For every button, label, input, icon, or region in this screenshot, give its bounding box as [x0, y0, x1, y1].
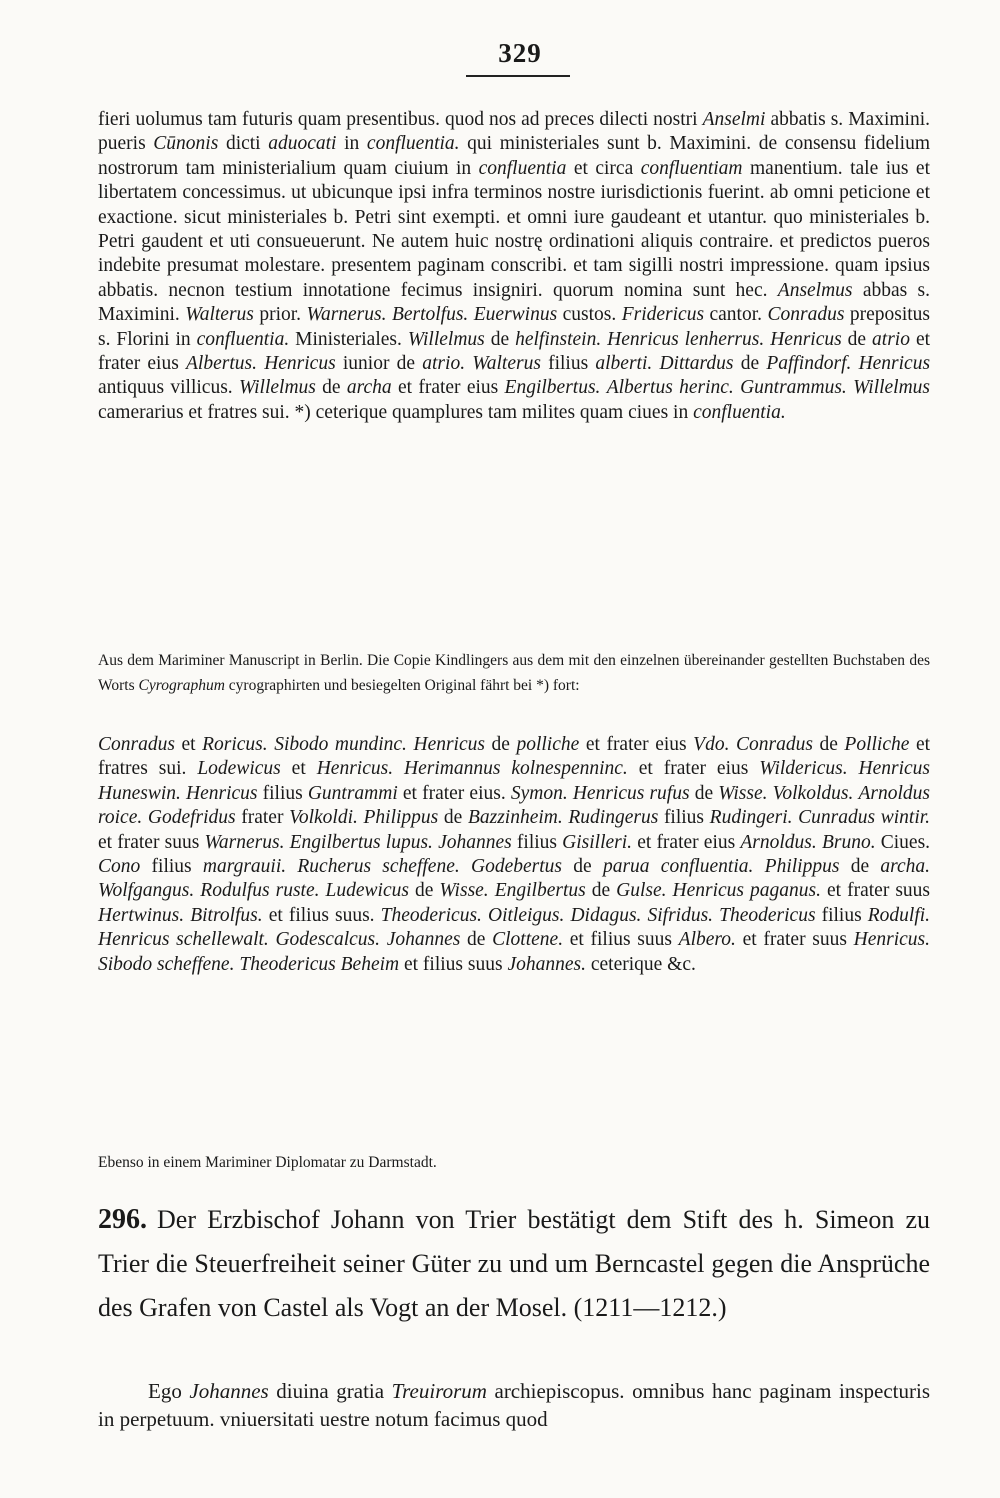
- text-run: de: [733, 353, 767, 375]
- text-run: de: [460, 929, 493, 951]
- italic-name: Henricus lenherrus.: [607, 328, 765, 350]
- italic-name: Anselmus: [777, 279, 853, 301]
- text-run: custos.: [557, 304, 622, 326]
- italic-name: Henricus: [858, 353, 931, 375]
- italic-name: archa: [346, 377, 392, 399]
- text-run: filius: [511, 831, 563, 853]
- italic-name: archa.: [880, 856, 931, 878]
- text-run: Ministeriales.: [289, 328, 408, 350]
- italic-name: confluentia.: [693, 401, 786, 423]
- text-run: et frater suus: [821, 880, 931, 902]
- text-run: fieri uolumus tam futuris quam presentibus. quod nos ad preces dilecti nostri: [98, 109, 703, 130]
- italic-name: Guntrammi: [307, 782, 398, 804]
- italic-name: Henricus Huneswin.: [98, 758, 931, 804]
- text-run: et frater suus: [98, 831, 205, 853]
- text-run: filius: [540, 353, 596, 375]
- italic-name: Cono: [98, 856, 141, 878]
- italic-name: Rucherus scheffene.: [297, 856, 460, 878]
- text-run: filius: [257, 782, 308, 804]
- italic-name: Johannes: [438, 831, 512, 853]
- italic-name: Wolfgangus.: [98, 880, 195, 902]
- text-run: [851, 353, 858, 374]
- italic-name: aduocati: [268, 133, 337, 155]
- text-run: et frater eius: [98, 328, 931, 375]
- text-run: et frater suus: [735, 929, 854, 951]
- text-run: et frater eius: [579, 734, 694, 755]
- text-run: filius: [140, 856, 203, 878]
- text-run: et frater eius: [627, 758, 760, 780]
- text-run: [286, 856, 297, 877]
- italic-name: Henricus: [186, 782, 258, 804]
- italic-name: Godefridus: [147, 807, 236, 829]
- italic-name: Willelmus: [238, 377, 316, 399]
- document-date: (1211—1212.): [573, 1293, 727, 1322]
- italic-name: Volkoldus.: [772, 782, 854, 804]
- italic-name: atrio.: [422, 353, 466, 375]
- italic-name: margrauii.: [202, 856, 287, 878]
- italic-name: Dittardus: [659, 353, 734, 375]
- italic-name: polliche: [516, 734, 580, 755]
- italic-name: Polliche: [844, 734, 910, 755]
- text-run: Aus dem Mariminer Manuscript in Berlin. Die Copie Kindlingers aus dem mit den einzelnen übereinander gestellten Buchstaben des Worts: [98, 652, 930, 694]
- italic-name: confluentia: [478, 157, 567, 179]
- text-run: cantor.: [704, 304, 768, 326]
- italic-name: Bazzinheim.: [467, 807, 563, 829]
- italic-name: Bitrolfus.: [190, 904, 263, 926]
- text-run: camerarius et fratres sui. *) ceterique quamplures tam milites quam ciues in: [98, 401, 694, 423]
- document-number: 296.: [98, 1204, 147, 1235]
- italic-name: Warnerus.: [204, 831, 285, 853]
- witness-list: [98, 733, 930, 977]
- text-run: de: [689, 782, 719, 804]
- italic-name: Guntrammus.: [740, 377, 847, 399]
- text-run: et frater eius: [632, 831, 741, 853]
- italic-name: Conradus: [736, 734, 813, 755]
- italic-name: Philippus: [764, 856, 840, 878]
- text-run: [380, 929, 387, 950]
- page-number-rule: [466, 75, 570, 77]
- italic-name: Sibodo scheffene.: [98, 953, 235, 975]
- italic-name: Wisse.: [439, 880, 489, 902]
- italic-name: Ludewicus: [325, 880, 409, 902]
- italic-name: Gulse.: [616, 880, 667, 902]
- italic-name: Johannes: [386, 929, 461, 951]
- italic-name: Henricus: [264, 353, 336, 375]
- italic-name: parua confluentia.: [602, 856, 754, 878]
- text-run: abbas s. Maximini.: [98, 279, 930, 326]
- italic-name: Walterus: [185, 304, 254, 326]
- italic-name: Philippus: [363, 807, 439, 829]
- text-run: et circa: [566, 157, 641, 179]
- editor-note-2: [98, 1150, 930, 1175]
- text-run: cyrographirten und besiegelten Original fährt bei *) fort:: [224, 677, 580, 694]
- italic-name: Albero.: [678, 929, 736, 951]
- text-run: Ego: [148, 1379, 190, 1403]
- italic-name: Engilbertus: [494, 880, 586, 902]
- text-run: de: [315, 377, 347, 399]
- italic-name: Engilbertus.: [504, 377, 601, 399]
- italic-name: Warnerus.: [306, 304, 387, 326]
- italic-name: Henricus schellewalt.: [98, 929, 269, 951]
- text-run: et filius suus.: [262, 904, 381, 926]
- italic-name: Theodericus.: [380, 904, 482, 926]
- italic-name: Godebertus: [471, 856, 562, 878]
- italic-name: Theodericus Beheim: [239, 953, 400, 975]
- text-run: archiepiscopus. omnibus hanc paginam inspecturis in perpetuum. vniuersitati uestre notum facimus quod: [98, 1379, 930, 1431]
- page-number: 329: [498, 38, 542, 68]
- italic-name: Cunradus wintir.: [798, 807, 931, 829]
- italic-name: Bruno.: [821, 831, 876, 853]
- italic-name: Engilbertus lupus.: [289, 831, 433, 853]
- italic-name: atrio: [872, 328, 910, 350]
- italic-name: Conradus: [767, 304, 845, 326]
- italic-name: Sifridus.: [647, 904, 714, 926]
- document-heading: [98, 1198, 930, 1330]
- italic-name: Anselmi: [702, 109, 766, 130]
- text-run: de: [484, 734, 517, 755]
- italic-name: Godescalcus.: [275, 929, 380, 951]
- italic-name: Henricus rufus: [572, 782, 690, 804]
- italic-name: Herimannus kolnespenninc.: [404, 758, 628, 780]
- italic-name: confluentia.: [196, 328, 290, 350]
- editor-note-1: [98, 648, 930, 698]
- text-run: de: [484, 328, 516, 350]
- text-run: et frater eius.: [397, 782, 511, 804]
- italic-name: Cūnonis: [153, 133, 219, 155]
- text-run: et filius suus: [399, 953, 508, 975]
- text-run: diuina gratia: [268, 1379, 392, 1403]
- italic-name: Paffindorf.: [766, 353, 852, 375]
- text-run: de: [438, 807, 468, 829]
- text-run: filius: [815, 904, 868, 926]
- italic-name: Clottene.: [492, 929, 564, 951]
- text-run: Ebenso in einem Mariminer Diplomatar zu Darmstadt.: [98, 1154, 437, 1171]
- text-run: et filius suus: [563, 929, 679, 951]
- text-run: [753, 856, 764, 877]
- text-run: prepositus s. Florini in: [98, 304, 931, 350]
- text-run: et fratres sui.: [98, 734, 931, 780]
- italic-name: Fridericus: [621, 304, 705, 326]
- italic-name: Henricus.: [853, 929, 930, 951]
- text-run: manentium. tale ius et libertatem concessimus. ut ubicunque ipsi infra terminos nostre iurisdictionis fuerint. ab omni peticione et exactione. sicut ministeriales b. Petri sint exempti. et omni iure gaudeant et utantur. quo ministeriales b. Petri gaudent et uti consueuerunt. Ne autem huic nostrę ordinationi aliquis contraire. et predictos pueros indebite presumat molestare. presentem paginam conscribi. et tam sigilli nostri impressione. quam ipsius abbatis. necnon testium innotatione fecimus insigniri. quorum nomina sunt hec.: [98, 157, 930, 301]
- text-run: prior.: [253, 304, 307, 326]
- italic-name: Rudingeri.: [709, 807, 793, 829]
- italic-name: Symon.: [510, 782, 568, 804]
- text-run: de: [841, 328, 873, 350]
- text-run: et: [174, 734, 203, 755]
- italic-name: Roricus.: [202, 734, 268, 755]
- italic-name: confluentia.: [366, 133, 460, 155]
- text-run: et frater eius: [391, 377, 505, 399]
- italic-name: Euerwinus: [473, 304, 558, 326]
- text-run: de: [812, 734, 845, 755]
- italic-name: Walterus: [472, 353, 541, 375]
- italic-name: Willelmus: [853, 377, 931, 399]
- document-title: Der Erzbischof Johann von Trier bestätigt dem Stift des h. Simeon zu Trier die Steuerfreiheit seiner Güter zu und um Berncastel gegen die Ansprüche des Grafen von Castel als Vogt an der Mosel.: [98, 1205, 930, 1322]
- italic-name: Henricus.: [316, 758, 394, 780]
- text-run: antiquus villicus.: [98, 377, 239, 399]
- italic-name: Henricus: [770, 328, 842, 350]
- italic-name: Albertus herinc.: [606, 377, 734, 399]
- italic-name: alberti.: [595, 353, 653, 375]
- italic-name: Treuirorum: [391, 1379, 487, 1403]
- italic-name: Conradus: [98, 734, 175, 755]
- text-run: [848, 758, 859, 779]
- italic-name: Bertolfus.: [391, 304, 469, 326]
- charter-text: [98, 108, 930, 425]
- italic-name: Wisse.: [718, 782, 768, 804]
- italic-name: Cyrographum: [138, 677, 225, 694]
- text-run: de: [562, 856, 603, 878]
- text-run: [393, 758, 404, 779]
- italic-name: Rodulfi.: [867, 904, 931, 926]
- italic-name: Gisilleri.: [562, 831, 633, 853]
- text-run: ceterique &c.: [585, 953, 696, 975]
- text-run: [460, 856, 471, 877]
- italic-name: Sibodo mundinc.: [274, 734, 407, 755]
- text-run: filius: [658, 807, 710, 829]
- document-296-text: [98, 1377, 930, 1433]
- italic-name: Oitleigus.: [487, 904, 565, 926]
- italic-name: Rodulfus ruste.: [200, 880, 320, 902]
- italic-name: Lodewicus: [197, 758, 281, 780]
- italic-name: Arnoldus roice.: [98, 782, 930, 829]
- italic-name: confluentiam: [640, 157, 743, 179]
- text-run: de: [408, 880, 440, 902]
- italic-name: Volkoldi.: [289, 807, 358, 829]
- text-run: iunior de: [335, 353, 423, 375]
- italic-name: Arnoldus.: [740, 831, 817, 853]
- italic-name: Didagus.: [570, 904, 642, 926]
- italic-name: Theodericus: [719, 904, 816, 926]
- text-run: dicti: [218, 133, 269, 155]
- italic-name: Henricus: [413, 734, 485, 755]
- text-run: qui ministeriales sunt b. Maximini. de consensu fidelium nostrorum tam ministerialium quam ciuium in: [98, 133, 931, 179]
- italic-name: Albertus.: [186, 353, 257, 375]
- italic-name: Wildericus.: [759, 758, 848, 780]
- text-run: in: [336, 133, 367, 155]
- italic-name: Vdo.: [693, 734, 730, 755]
- italic-name: helfinstein.: [515, 328, 602, 350]
- text-run: de: [585, 880, 617, 902]
- text-run: et: [280, 758, 317, 780]
- text-run: frater: [235, 807, 290, 829]
- text-run: abbatis s. Maximini. pueris: [98, 109, 930, 155]
- italic-name: Johannes.: [507, 953, 586, 975]
- italic-name: Rudingerus: [568, 807, 659, 829]
- italic-name: Willelmus: [407, 328, 485, 350]
- italic-name: Henricus paganus.: [672, 880, 821, 902]
- text-run: de: [839, 856, 881, 878]
- text-run: Ciues.: [875, 831, 931, 853]
- italic-name: Hertwinus.: [98, 904, 185, 926]
- italic-name: Johannes: [189, 1379, 269, 1403]
